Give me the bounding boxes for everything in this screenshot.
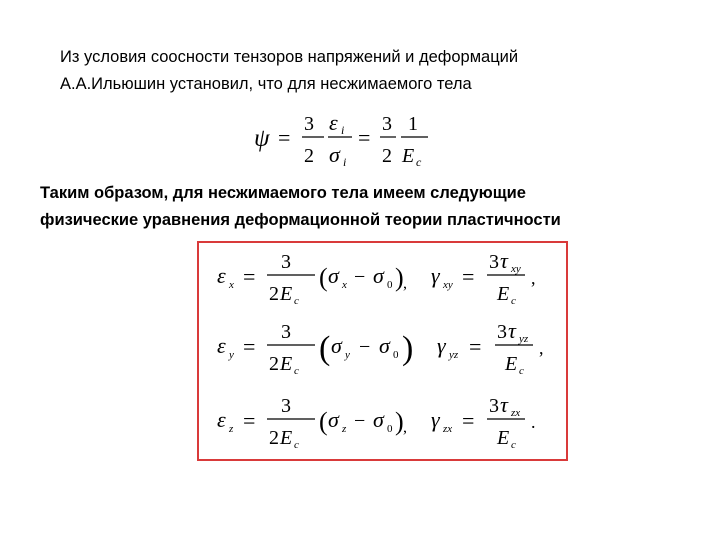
- gamma-sub: zx: [443, 423, 453, 435]
- psi-E: E: [402, 145, 415, 167]
- left-paren: (: [319, 330, 331, 367]
- coef-den-E-sub: c: [294, 439, 299, 451]
- intro-line-1: Из условия соосности тензоров напряжений и деформаций: [60, 48, 519, 66]
- coef-den-E: E: [280, 427, 293, 449]
- intro-text: [60, 44, 518, 98]
- eq-sign-2: =: [462, 264, 475, 289]
- psi-num-3b: 3: [382, 113, 392, 135]
- eps-symbol: ε: [217, 263, 226, 288]
- left-paren: (: [319, 407, 328, 436]
- psi-den-2b: 2: [382, 145, 392, 167]
- separator: ,: [403, 275, 407, 292]
- eq-sign: =: [243, 334, 256, 359]
- psi-symbol: ψ: [254, 125, 270, 152]
- coef-den-2: 2: [269, 353, 279, 375]
- coef-num: 3: [281, 321, 291, 343]
- sigma0-sub: 0: [387, 423, 393, 435]
- equation-row-y: [217, 318, 544, 377]
- eq-sign-2: =: [469, 334, 482, 359]
- tau-den-E: E: [497, 283, 510, 305]
- sigma0-symbol: σ: [379, 333, 390, 358]
- sigma0-symbol: σ: [373, 407, 384, 432]
- sigma-sub: x: [342, 279, 347, 291]
- psi-formula: [248, 104, 448, 170]
- psi-den-2: 2: [304, 145, 314, 167]
- gamma-symbol: γ: [431, 263, 440, 288]
- tau-sub: yz: [519, 333, 529, 345]
- right-paren: ): [402, 330, 414, 367]
- eps-sub: x: [229, 279, 234, 291]
- row-end-punct: .: [531, 412, 536, 432]
- psi-sigma: σ: [329, 142, 340, 167]
- sigma-sub: z: [342, 423, 347, 435]
- tau-den-E-sub: c: [511, 439, 516, 451]
- coef-num: 3: [281, 251, 291, 273]
- psi-num-1: 1: [408, 113, 418, 135]
- gamma-sub: xy: [443, 279, 453, 291]
- coef-den-E: E: [280, 283, 293, 305]
- tau-coef: 3: [489, 251, 499, 273]
- psi-eps: ε: [329, 110, 338, 135]
- sigma-symbol: σ: [328, 407, 339, 432]
- coef-den-E-sub: c: [294, 295, 299, 307]
- psi-equals-2: =: [358, 125, 371, 150]
- tau-den-E: E: [505, 353, 518, 375]
- psi-E-sub: c: [416, 155, 422, 169]
- tau-coef: 3: [489, 395, 499, 417]
- sigma-symbol: σ: [328, 263, 339, 288]
- eps-symbol: ε: [217, 333, 226, 358]
- tau-symbol: τ: [508, 318, 516, 343]
- psi-eps-sub: i: [341, 123, 345, 137]
- minus-sign: −: [359, 336, 371, 358]
- eps-sub: z: [229, 423, 234, 435]
- conclusion-line-1: Таким образом, для несжимаемого тела имеем следующие: [40, 184, 526, 202]
- conclusion-line-2: физические уравнения деформационной теории пластичности: [40, 211, 561, 229]
- minus-sign: −: [354, 410, 366, 432]
- eps-symbol: ε: [217, 407, 226, 432]
- psi-num-3: 3: [304, 113, 314, 135]
- sigma-symbol: σ: [331, 333, 342, 358]
- equation-row-z: [217, 392, 536, 451]
- tau-sub: zx: [511, 407, 521, 419]
- eq-sign: =: [243, 408, 256, 433]
- gamma-sub: yz: [449, 349, 459, 361]
- tau-symbol: τ: [500, 248, 508, 273]
- row-end-punct: ,: [539, 338, 544, 358]
- tau-coef: 3: [497, 321, 507, 343]
- psi-sigma-sub: i: [343, 155, 347, 169]
- separator: ,: [403, 419, 407, 436]
- tau-den-E-sub: c: [519, 365, 524, 377]
- tau-sub: xy: [511, 263, 521, 275]
- row-end-punct: ,: [531, 268, 536, 288]
- eps-sub: y: [229, 349, 234, 361]
- tau-den-E: E: [497, 427, 510, 449]
- equations-svg: [199, 243, 566, 459]
- equations-frame: [197, 241, 568, 461]
- coef-den-E-sub: c: [294, 365, 299, 377]
- gamma-symbol: γ: [431, 407, 440, 432]
- minus-sign: −: [354, 266, 366, 288]
- left-paren: (: [319, 263, 328, 292]
- sigma-sub: y: [345, 349, 350, 361]
- conclusion-text: [40, 180, 561, 234]
- equation-row-x: [217, 248, 536, 307]
- psi-equals: =: [278, 125, 291, 150]
- right-paren: ): [395, 263, 404, 292]
- sigma0-sub: 0: [393, 349, 399, 361]
- gamma-symbol: γ: [437, 333, 446, 358]
- coef-den-2: 2: [269, 427, 279, 449]
- sigma0-sub: 0: [387, 279, 393, 291]
- eq-sign-2: =: [462, 408, 475, 433]
- sigma0-symbol: σ: [373, 263, 384, 288]
- intro-line-2: А.А.Ильюшин установил, что для несжимаемого тела: [60, 75, 472, 93]
- right-paren: ): [395, 407, 404, 436]
- eq-sign: =: [243, 264, 256, 289]
- coef-den-2: 2: [269, 283, 279, 305]
- tau-den-E-sub: c: [511, 295, 516, 307]
- tau-symbol: τ: [500, 392, 508, 417]
- coef-num: 3: [281, 395, 291, 417]
- coef-den-E: E: [280, 353, 293, 375]
